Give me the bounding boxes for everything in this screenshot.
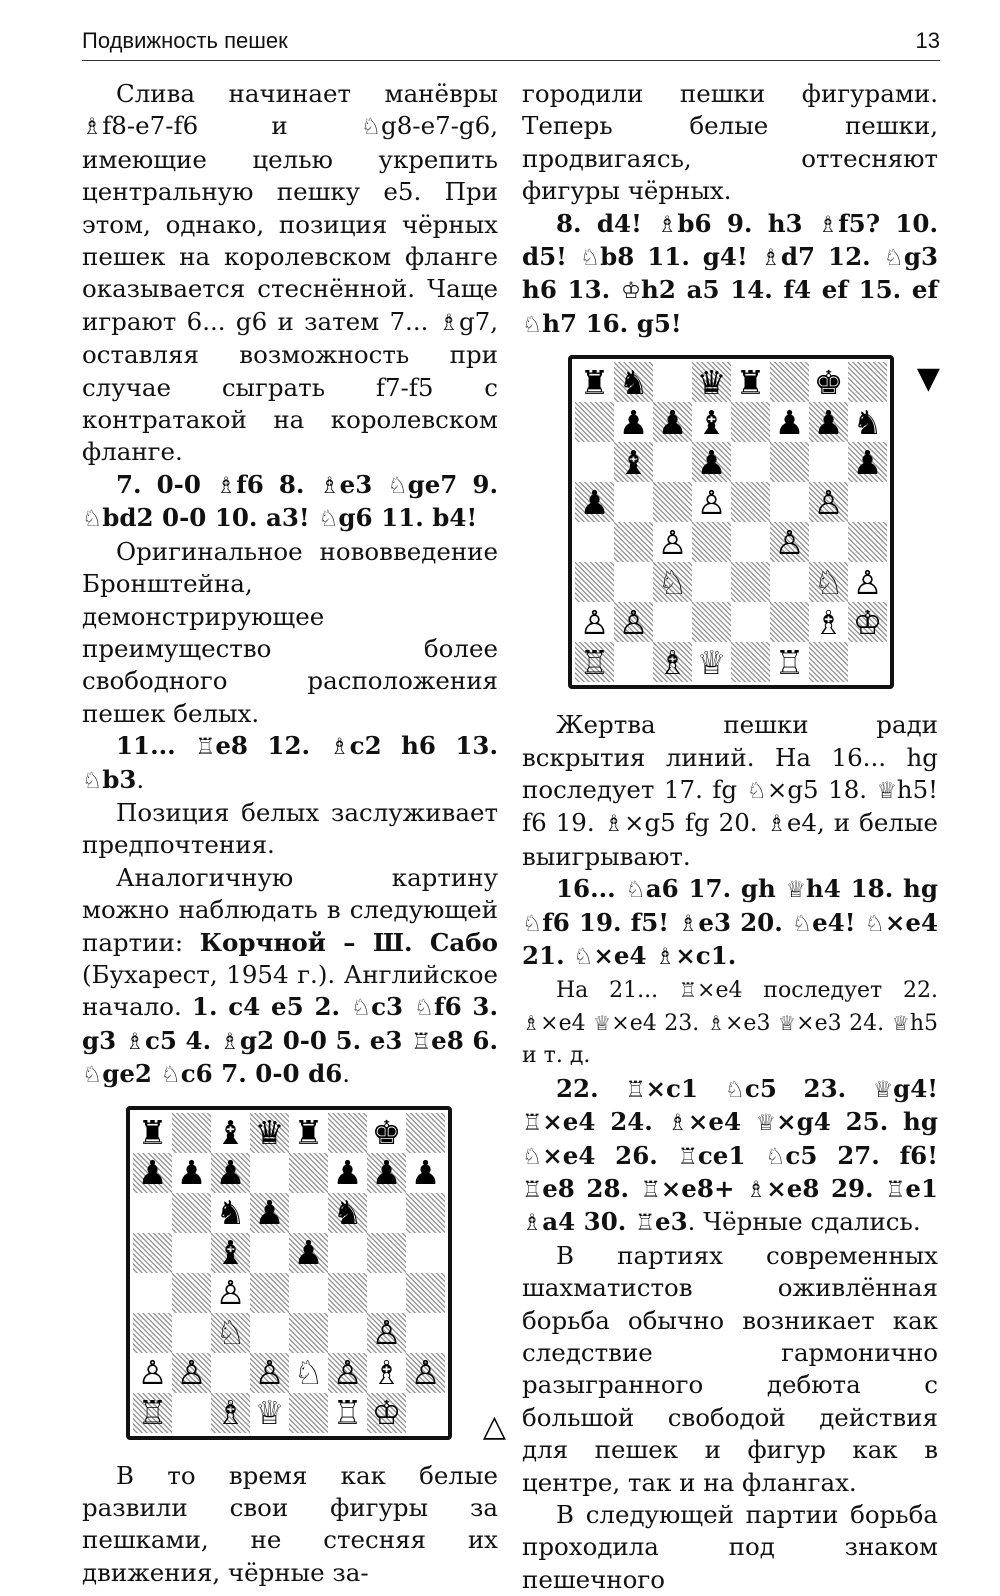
board-square — [328, 1393, 367, 1433]
board-square — [406, 1393, 445, 1433]
board-square — [614, 482, 653, 522]
chess-piece: ♙ — [254, 1353, 285, 1393]
board-square — [367, 1273, 406, 1313]
chess-piece: ♗ — [813, 602, 844, 642]
chess-piece: ♟ — [137, 1153, 168, 1193]
board-square — [250, 1113, 289, 1153]
board-rank — [133, 1313, 445, 1353]
board-rank — [575, 562, 887, 602]
board-square — [367, 1113, 406, 1153]
board-square — [731, 562, 770, 602]
board-square — [809, 562, 848, 602]
board-square — [289, 1113, 328, 1153]
running-header — [82, 26, 940, 61]
chess-piece: ♙ — [657, 522, 688, 562]
chess-piece: ♗ — [371, 1353, 402, 1393]
board-square — [367, 1233, 406, 1273]
board-square — [848, 642, 887, 682]
chess-piece: ♙ — [410, 1353, 441, 1393]
board-square — [575, 602, 614, 642]
board-rank — [133, 1273, 445, 1313]
paragraph: Оригинальное нововведение Бронштейна, демонстрирующее преимущество более свободного расположения пешек белых. — [82, 536, 498, 728]
chess-piece: ♙ — [137, 1353, 168, 1393]
board-square — [692, 442, 731, 482]
board-square — [692, 362, 731, 402]
chess-piece: ♜ — [735, 362, 766, 402]
board-square — [692, 642, 731, 682]
paragraph: В то время как белые развили свои фигуры за пешками, не стесняя их движения, чёрные за- — [82, 1460, 498, 1587]
board-square — [731, 402, 770, 442]
board-square — [848, 522, 887, 562]
board-square — [770, 402, 809, 442]
board-square — [211, 1233, 250, 1273]
board-square — [770, 362, 809, 402]
board-square — [809, 442, 848, 482]
board-square — [367, 1193, 406, 1233]
board-square — [289, 1313, 328, 1353]
chess-piece: ♕ — [696, 642, 727, 682]
chess-piece: ♘ — [215, 1313, 246, 1353]
chess-piece: ♟ — [371, 1153, 402, 1193]
chess-piece: ♛ — [696, 362, 727, 402]
chess-piece: ♟ — [293, 1233, 324, 1273]
board-square — [133, 1393, 172, 1433]
board-square — [809, 602, 848, 642]
board-square — [614, 402, 653, 442]
board-square — [809, 482, 848, 522]
board-square — [133, 1193, 172, 1233]
chess-piece: ♟ — [176, 1153, 207, 1193]
paragraph: 8. d4! ♗b6 9. h3 ♗f5? 10. d5! ♘b8 11. g4! ♗d7 12. ♘g3 h6 13. ♔h2 a5 14. f4 ef 15. ef ♘h7 16. g5! — [522, 208, 938, 338]
chess-piece: ♟ — [215, 1153, 246, 1193]
paragraph: Жертва пешки ради вскрытия линий. На 16... hg последует 17. fg ♘×g5 18. ♕h5! f6 19. ♗×g5 fg 20. ♗e4, и белые выигрывают. — [522, 710, 939, 871]
paragraph: 7. 0-0 ♗f6 8. ♗e3 ♘ge7 9. ♘bd2 0-0 10. a3! ♘g6 11. b4! — [82, 469, 498, 533]
board-rank — [575, 602, 887, 642]
chess-piece: ♖ — [137, 1393, 168, 1433]
chess-piece: ♟ — [618, 402, 649, 442]
board-square — [172, 1193, 211, 1233]
chess-piece: ♘ — [657, 562, 688, 602]
board-square — [692, 602, 731, 642]
chapter-title: Подвижность пешек — [82, 28, 288, 53]
board-rank — [133, 1113, 445, 1153]
chess-piece: ♚ — [813, 362, 844, 402]
board-rank — [133, 1153, 445, 1193]
board-square — [731, 362, 770, 402]
board-square — [328, 1313, 367, 1353]
board-square — [250, 1313, 289, 1353]
chess-piece: ♞ — [852, 402, 883, 442]
board-square — [289, 1153, 328, 1193]
chess-piece: ♝ — [215, 1233, 246, 1273]
chess-piece: ♟ — [254, 1193, 285, 1233]
chess-piece: ♟ — [657, 402, 688, 442]
chess-piece: ♟ — [774, 402, 805, 442]
chessboard — [568, 355, 894, 689]
board-rank — [133, 1193, 445, 1233]
chess-piece: ♙ — [813, 482, 844, 522]
board-square — [848, 482, 887, 522]
chess-piece: ♟ — [332, 1153, 363, 1193]
chess-piece: ♙ — [332, 1353, 363, 1393]
chess-piece: ♗ — [215, 1393, 246, 1433]
board-rank — [133, 1353, 445, 1393]
board-square — [653, 522, 692, 562]
board-square — [809, 362, 848, 402]
paragraph: Позиция белых заслуживает предпочтения. — [82, 797, 498, 860]
board-square — [614, 602, 653, 642]
board-square — [289, 1393, 328, 1433]
chess-piece: ♟ — [696, 442, 727, 482]
chess-diagram-board1 — [126, 1106, 506, 1445]
chess-piece: ♙ — [579, 602, 610, 642]
paragraph: В следующей партии борьба проходила под знаком пешечного — [522, 1500, 938, 1594]
chess-piece: ♝ — [215, 1113, 246, 1153]
board-square — [731, 602, 770, 642]
board-square — [770, 602, 809, 642]
board-square — [614, 522, 653, 562]
paragraph: В партиях современных шахматистов оживлённая борьба обычно возникает как следствие гармонично разыгранного дебюта с большой свободой действия для пешек и фигур как в центре, так и на флангах. — [522, 1240, 938, 1497]
board-square — [289, 1233, 328, 1273]
board-square — [328, 1273, 367, 1313]
board-square — [809, 522, 848, 562]
board-square — [406, 1153, 445, 1193]
chess-piece: ♙ — [371, 1313, 402, 1353]
chess-piece: ♙ — [215, 1273, 246, 1313]
board-square — [172, 1273, 211, 1313]
board-square — [848, 562, 887, 602]
chess-piece: ♝ — [618, 442, 649, 482]
board-square — [575, 482, 614, 522]
paragraph: Слива начинает манёвры ♗f8-e7-f6 и ♘g8-e7-g6, имеющие целью укрепить центральную пешку е5. При этом, однако, позиция чёрных пешек на королевском фланге оказывается стеснённой. Чаще играют 6... g6 и затем 7... ♗g7, оставляя возможность при случае сыграть f7-f5 с контратакой на королевском фланге. — [82, 79, 498, 467]
paragraph: 16... ♘a6 17. gh ♕h4 18. hg ♘f6 19. f5! ♗e3 20. ♘e4! ♘×e4 21. ♘×e4 ♗×c1. — [522, 874, 938, 971]
chess-piece: ♚ — [371, 1113, 402, 1153]
board-square — [172, 1153, 211, 1193]
board-square — [367, 1353, 406, 1393]
chess-piece: ♕ — [254, 1393, 285, 1433]
board-square — [406, 1313, 445, 1353]
chess-piece: ♙ — [176, 1353, 207, 1393]
chess-piece: ♞ — [215, 1193, 246, 1233]
chess-piece: ♜ — [293, 1113, 324, 1153]
board-square — [172, 1393, 211, 1433]
chessboard — [126, 1106, 452, 1440]
board-square — [575, 562, 614, 602]
board-square — [770, 442, 809, 482]
board-square — [367, 1153, 406, 1193]
board-square — [211, 1353, 250, 1393]
board-square — [692, 482, 731, 522]
board-square — [575, 522, 614, 562]
board-square — [614, 642, 653, 682]
board-square — [575, 442, 614, 482]
board-square — [172, 1353, 211, 1393]
board-square — [289, 1273, 328, 1313]
chess-piece: ♟ — [579, 482, 610, 522]
paragraph: 22. ♖×c1 ♘c5 23. ♕g4! ♖×e4 24. ♗×e4 ♕×g4 25. hg ♘×e4 26. ♖ce1 ♘c5 27. f6! ♖e8 28. ♖×e8+ ♗×e8 29. ♖e1 ♗a4 30. ♖e3. Чёрные сдались. — [522, 1073, 938, 1237]
board-square — [406, 1113, 445, 1153]
chess-piece: ♝ — [696, 402, 727, 442]
chess-piece: ♙ — [618, 602, 649, 642]
board-square — [614, 442, 653, 482]
board-square — [575, 402, 614, 442]
board-square — [211, 1153, 250, 1193]
chess-piece: ♜ — [579, 362, 610, 402]
board-square — [692, 562, 731, 602]
board-square — [133, 1153, 172, 1193]
board-square — [731, 442, 770, 482]
chess-piece: ♙ — [696, 482, 727, 522]
board-square — [653, 442, 692, 482]
board-square — [289, 1353, 328, 1393]
board-square — [133, 1313, 172, 1353]
board-square — [653, 562, 692, 602]
board-square — [211, 1193, 250, 1233]
chess-piece: ♗ — [657, 642, 688, 682]
board-square — [575, 362, 614, 402]
board-rank — [133, 1393, 445, 1433]
board-square — [328, 1113, 367, 1153]
board-square — [406, 1233, 445, 1273]
board-square — [731, 522, 770, 562]
board-rank — [575, 362, 887, 402]
board-rank — [575, 482, 887, 522]
chess-piece: ♖ — [774, 642, 805, 682]
board-square — [133, 1353, 172, 1393]
paragraph: Аналогичную картину можно наблюдать в следующей партии: Корчной – Ш. Сабо (Бухарест, 1954 г.). Английское начало. 1. c4 e5 2. ♘c3 ♘f6 3. g3 ♗c5 4. ♗g2 0-0 5. e3 ♖e8 6. ♘ge2 ♘c6 7. 0-0 d6. — [82, 862, 498, 1089]
board-square — [406, 1273, 445, 1313]
board-square — [250, 1153, 289, 1193]
board-square — [328, 1233, 367, 1273]
chess-piece: ♟ — [852, 442, 883, 482]
board-square — [328, 1153, 367, 1193]
chess-piece: ♟ — [410, 1153, 441, 1193]
board-square — [289, 1193, 328, 1233]
chess-piece: ♛ — [254, 1113, 285, 1153]
board-square — [250, 1193, 289, 1233]
board-square — [367, 1393, 406, 1433]
board-square — [172, 1113, 211, 1153]
chess-piece: ♙ — [774, 522, 805, 562]
chess-piece: ♟ — [813, 402, 844, 442]
board-square — [406, 1353, 445, 1393]
chess-piece: ♖ — [332, 1393, 363, 1433]
board-square — [692, 402, 731, 442]
chess-piece: ♙ — [852, 562, 883, 602]
board-square — [809, 642, 848, 682]
board-square — [809, 402, 848, 442]
paragraph: 11... ♖e8 12. ♗c2 h6 13. ♘b3. — [82, 731, 498, 794]
chess-piece: ♘ — [813, 562, 844, 602]
board-square — [172, 1233, 211, 1273]
board-square — [211, 1113, 250, 1153]
board-square — [770, 562, 809, 602]
board-square — [653, 602, 692, 642]
right-column — [522, 78, 938, 1596]
board-square — [653, 642, 692, 682]
paragraph: На 21... ♖×e4 последует 22. ♗×e4 ♕×e4 23. ♗×e3 ♕×e3 24. ♕h5 и т. д. — [522, 977, 938, 1069]
board-square — [328, 1353, 367, 1393]
chess-piece: ♞ — [332, 1193, 363, 1233]
board-square — [614, 562, 653, 602]
board-square — [731, 642, 770, 682]
turn-indicator: ▼ — [916, 361, 940, 397]
board-rank — [575, 642, 887, 682]
board-square — [172, 1313, 211, 1353]
board-square — [133, 1113, 172, 1153]
board-square — [406, 1193, 445, 1233]
turn-indicator: △ — [482, 1409, 506, 1445]
board-square — [250, 1393, 289, 1433]
board-square — [250, 1233, 289, 1273]
board-square — [211, 1273, 250, 1313]
board-square — [133, 1273, 172, 1313]
board-square — [328, 1193, 367, 1233]
board-square — [367, 1313, 406, 1353]
board-square — [614, 362, 653, 402]
board-square — [848, 602, 887, 642]
board-square — [770, 482, 809, 522]
board-square — [575, 642, 614, 682]
board-square — [250, 1273, 289, 1313]
board-square — [692, 522, 731, 562]
board-square — [211, 1393, 250, 1433]
board-square — [848, 362, 887, 402]
chess-piece: ♔ — [371, 1393, 402, 1433]
chess-piece: ♜ — [137, 1113, 168, 1153]
board-square — [211, 1313, 250, 1353]
board-rank — [575, 402, 887, 442]
chess-piece: ♔ — [852, 602, 883, 642]
board-square — [653, 362, 692, 402]
left-column — [82, 78, 506, 1589]
board-square — [770, 522, 809, 562]
board-square — [653, 402, 692, 442]
board-rank — [575, 442, 887, 482]
paragraph: городили пешки фигурами. Теперь белые пешки, продвигаясь, оттесняют фигуры чёрных. — [522, 79, 938, 206]
board-square — [770, 642, 809, 682]
board-square — [848, 402, 887, 442]
board-rank — [133, 1233, 445, 1273]
chess-piece: ♘ — [293, 1353, 324, 1393]
chess-diagram-board2 — [568, 355, 940, 693]
board-square — [731, 482, 770, 522]
board-rank — [575, 522, 887, 562]
chess-piece: ♞ — [618, 362, 649, 402]
chess-piece: ♖ — [579, 642, 610, 682]
board-square — [133, 1233, 172, 1273]
board-square — [250, 1353, 289, 1393]
board-square — [653, 482, 692, 522]
page-number: 13 — [915, 28, 940, 53]
board-square — [848, 442, 887, 482]
